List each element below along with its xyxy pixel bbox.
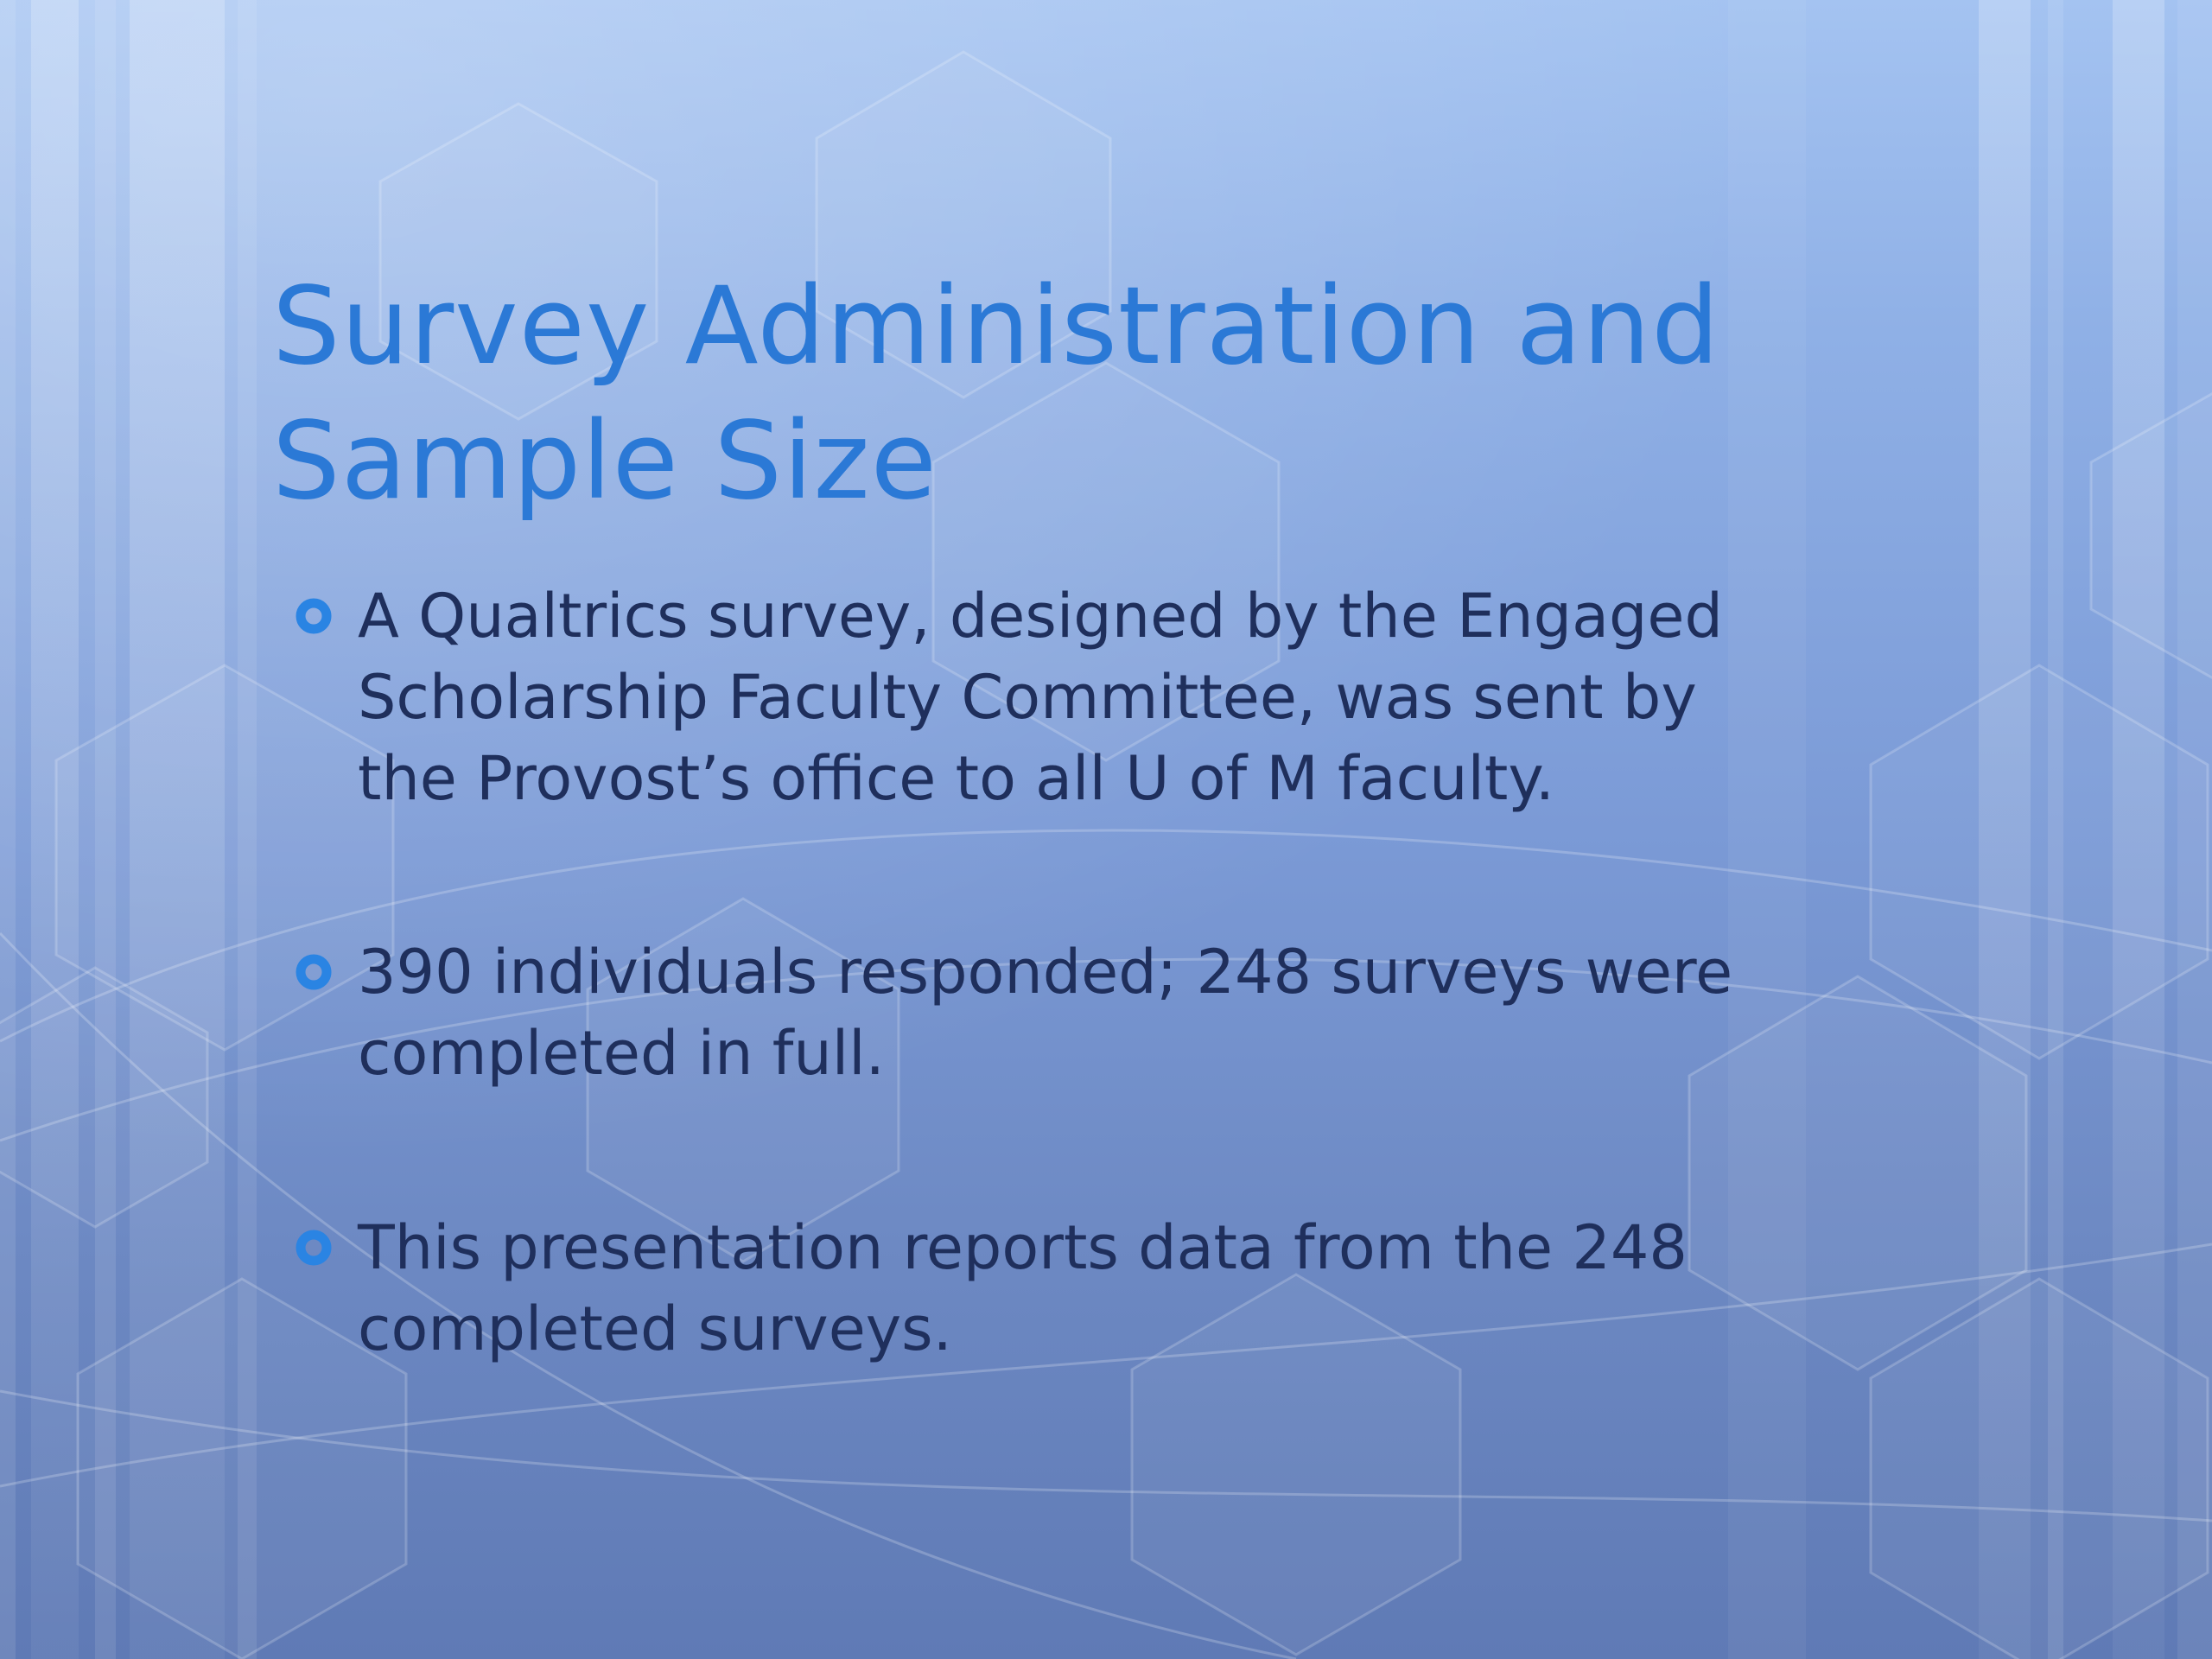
hollow-circle-bullet-icon — [294, 1228, 334, 1268]
slide-title-line-2: Sample Size — [272, 399, 938, 524]
bullet-text-line: completed surveys. — [358, 1294, 952, 1364]
bullet-text-line: Scholarship Faculty Committee, was sent by — [358, 662, 1697, 733]
bullet-text — [358, 931, 1999, 1094]
bullet-text-line: the Provost’s office to all U of M faculty. — [358, 743, 1555, 814]
bullet-text-line: 390 individuals responded; 248 surveys were — [358, 937, 1733, 1007]
slide-title-line-1: Survey Administration and — [272, 264, 1720, 389]
hollow-circle-bullet-icon — [294, 952, 334, 992]
bullet-text-line: completed in full. — [358, 1018, 885, 1089]
bullet-text — [358, 575, 1999, 819]
bullet-text-line: A Qualtrics survey, designed by the Engaged — [358, 581, 1723, 652]
slide-title — [272, 259, 2000, 529]
bullet-text-line: This presentation reports data from the 248 — [358, 1212, 1688, 1283]
hollow-circle-bullet-icon — [294, 596, 334, 636]
bullet-text — [358, 1207, 1999, 1370]
